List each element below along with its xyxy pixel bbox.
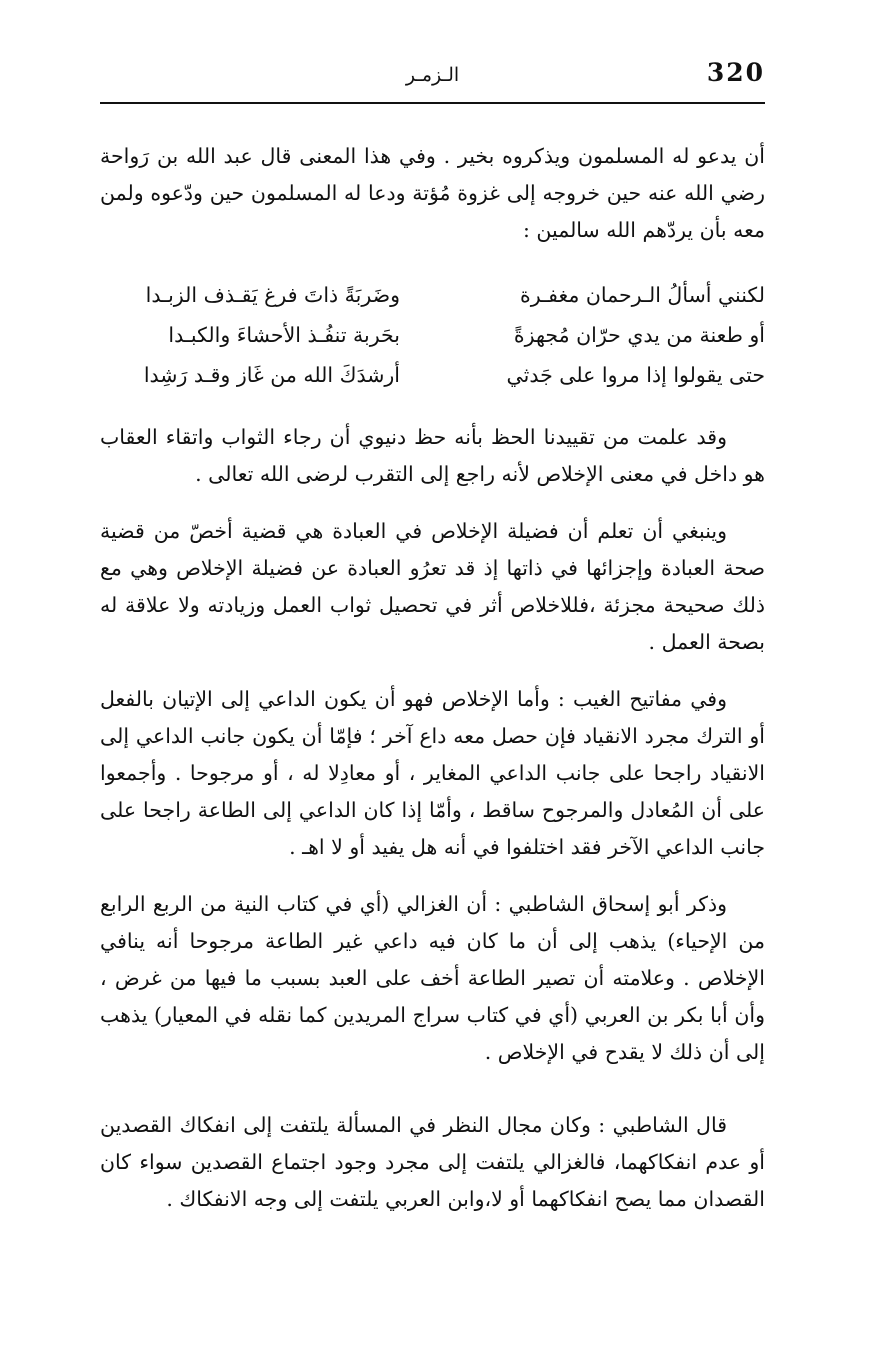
verse-1-second-hemistich: وضَربَةً ذاتَ فرغ يَقـذف الزبـدا — [145, 283, 400, 307]
page-number: 320 — [706, 58, 765, 87]
verse-3-first-hemistich: حتى يقولوا إذا مروا على جَدثي — [506, 363, 765, 387]
paragraph-6: قال الشاطبي : وكان مجال النظر في المسألة يلتفت إلى انفكاك القصدين أو عدم انفكاكهما، فالغزالي يلتفت إلى مجرد وجود اجتماع القصدين سواء كان القصدان مما يصح انفكاكهما أو لا،وابن العربي يلتفت إلى وجه الانفكاك . — [100, 1113, 765, 1211]
paragraph-2: وقد علمت من تقييدنا الحظ بأنه حظ دنيوي أن رجاء الثواب واتقاء العقاب هو داخل في معنى الإخلاص لأنه راجع إلى التقرب لرضى الله تعالى . — [100, 425, 765, 486]
verse-2-first-hemistich: أو طعنة من يدي حرّان مُجهزةً — [513, 323, 765, 347]
paragraph-3: وينبغي أن تعلم أن فضيلة الإخلاص في العبادة هي قضية أخصّ من قضية صحة العبادة وإجزائها في ذاتها إذ قد تعرُو العبادة عن فضيلة الإخلاص وهي مع ذلك صحيحة مجزئة ،فللاخلاص أثر في تحصيل ثواب العمل وزيادته ولا علاقة له بصحة العمل . — [100, 519, 765, 654]
paragraph-4: وفي مفاتيح الغيب : وأما الإخلاص فهو أن يكون الداعي إلى الإتيان بالفعل أو الترك مجرد الانقياد فإن حصل معه داع آخر ؛ فإمّا أن يكون جانب الداعي إلى الانقياد راجحا على جانب الداعي المغاير ، أو معادِلا له ، أو مرجوحا . وأجمعوا على أن المُعادل والمرجوح ساقط ، وأمّا إذا كان الداعي إلى الطاعة راجحا على جانب الداعي الآخر فقد اختلفوا في أنه هل يفيد أو لا اهـ . — [100, 687, 765, 859]
paragraph-5: وذكر أبو إسحاق الشاطبي : أن الغزالي (أي في كتاب النية من الربع الرابع من الإحياء) يذهب إلى أن ما كان فيه داعي غير الطاعة مرجوحا أنه ينافي الإخلاص . وعلامته أن تصير الطاعة أخف على العبد بسبب ما فيها من غرض ، وأن أبا بكر بن العربي (أي في كتاب سراج المريدين كما نقله في المعيار) يذهب إلى أن ذلك لا يقدح في الإخلاص . — [100, 892, 765, 1064]
verse-3-second-hemistich: أرشدَكَ الله من غَاز وقـد رَشِدا — [143, 363, 400, 387]
page-header — [100, 58, 765, 98]
verse-3 — [100, 355, 765, 395]
verse-1 — [100, 275, 765, 315]
page-body — [100, 138, 765, 1218]
paragraph-1: أن يدعو له المسلمون ويذكروه بخير . وفي هذا المعنى قال عبد الله بن رَواحة رضي الله عنه حين خروجه إلى غزوة مُؤتة ودعا له المسلمون حين ودّعوه ولمن معه بأن يردّهم الله سالمين : — [100, 144, 765, 242]
verse-1-first-hemistich: لكنني أسألُ الـرحمان مغفـرة — [520, 283, 765, 307]
header-rule — [100, 102, 765, 104]
running-title: الـزمـر — [405, 64, 460, 86]
poem — [100, 275, 765, 395]
verse-2 — [100, 315, 765, 355]
verse-2-second-hemistich: بحَربة تنفُـذ الأحشاءَ والكبـدا — [168, 323, 400, 347]
